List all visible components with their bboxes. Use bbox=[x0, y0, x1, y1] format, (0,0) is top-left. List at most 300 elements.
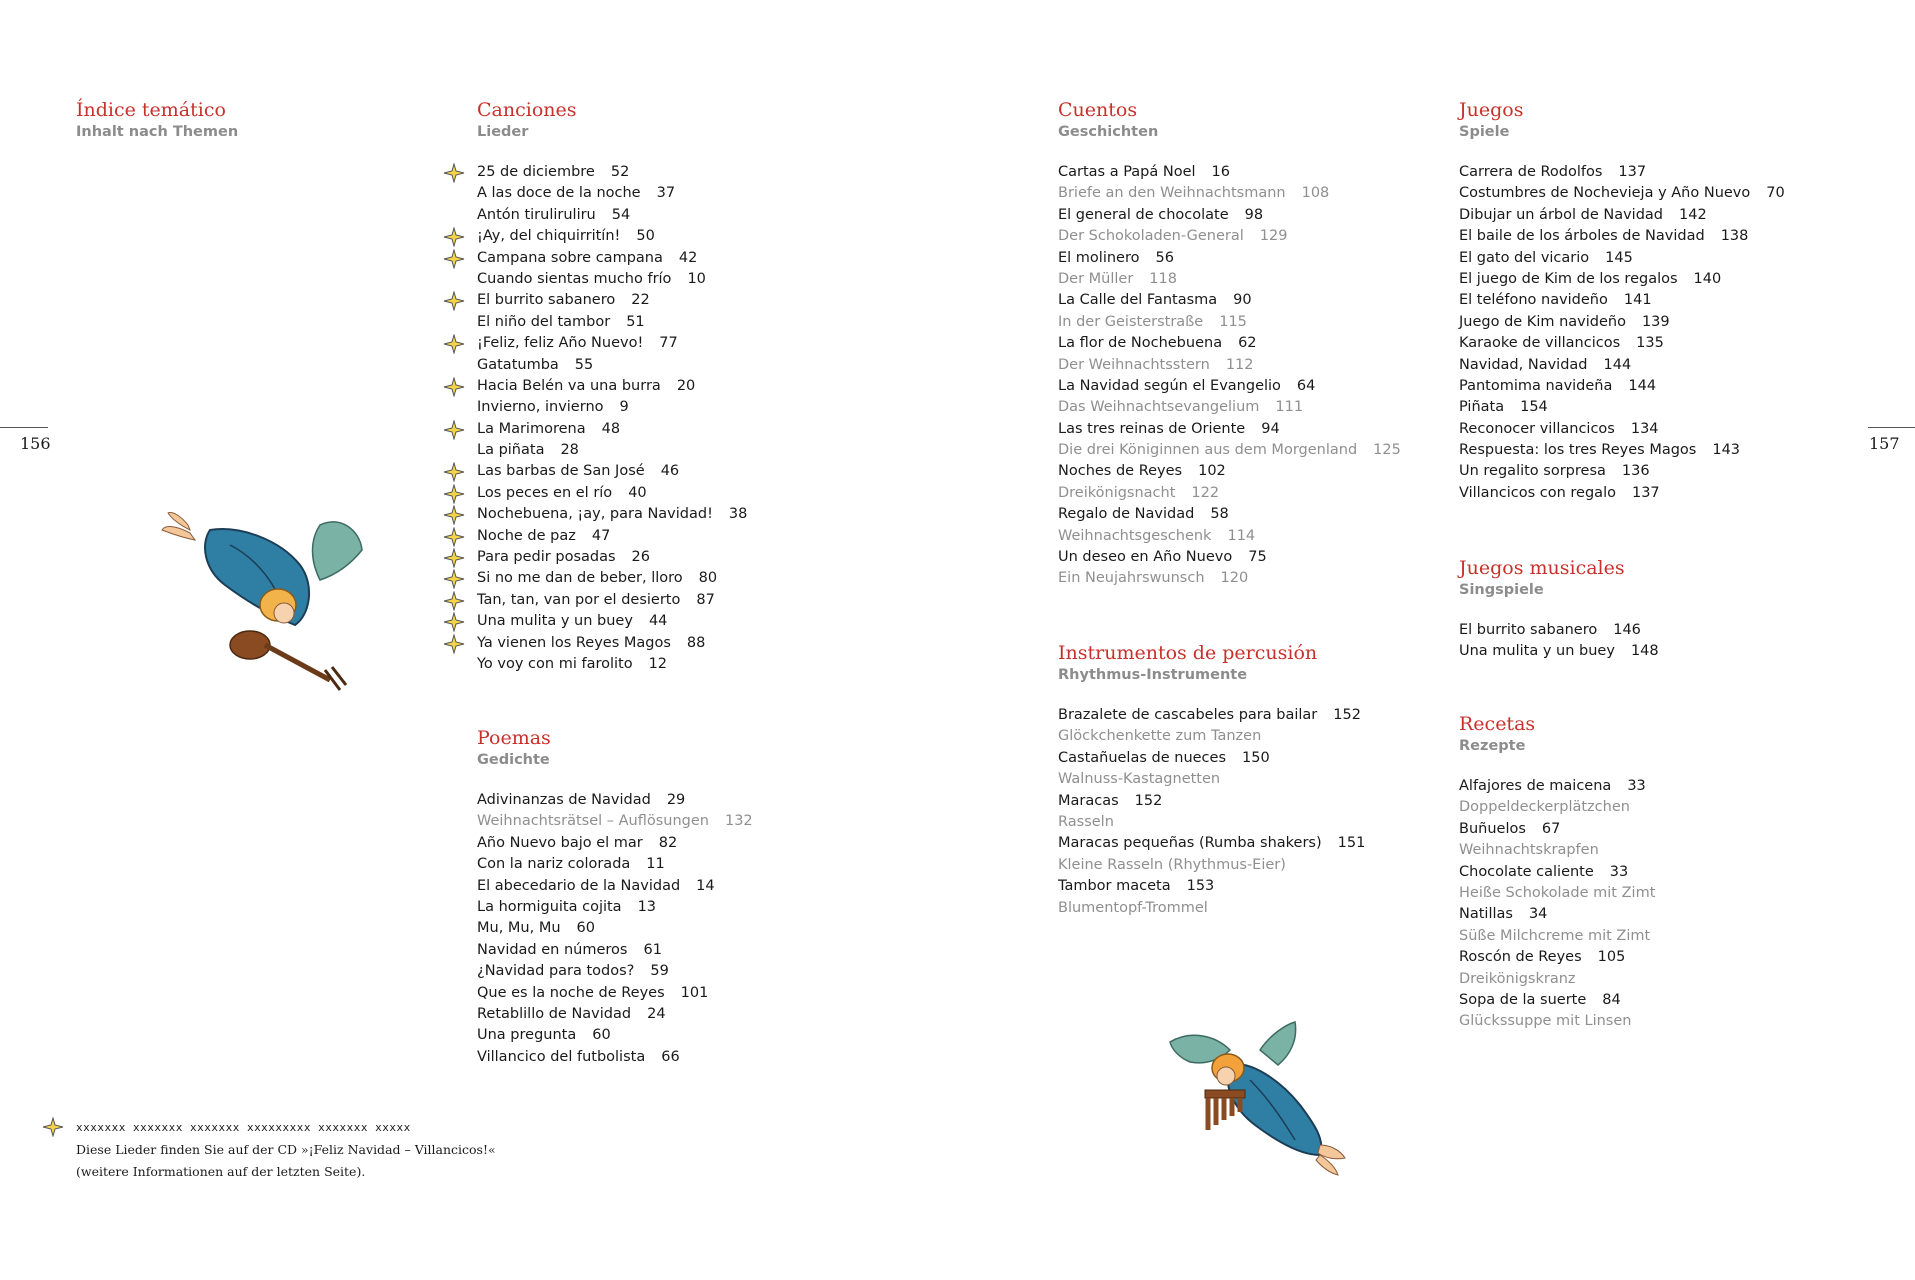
index-entry bbox=[477, 611, 747, 632]
entry-page-number: 12 bbox=[648, 655, 668, 672]
index-entry bbox=[477, 547, 747, 568]
index-entry bbox=[477, 854, 753, 875]
entry-title: Juego de Kim navideño bbox=[1459, 313, 1626, 330]
entry-title: 25 de diciembre bbox=[477, 164, 595, 180]
entry-page-number: 20 bbox=[676, 377, 696, 394]
entry-page-number: 125 bbox=[1373, 442, 1401, 459]
entry-page-number: 26 bbox=[631, 549, 650, 566]
entry-page-number: 34 bbox=[1528, 906, 1548, 923]
entry-page-number: 66 bbox=[661, 1048, 680, 1065]
entry-page-number: 142 bbox=[1679, 206, 1707, 223]
index-entry bbox=[477, 590, 747, 611]
index-entry bbox=[1058, 269, 1401, 290]
index-entry bbox=[1058, 898, 1365, 919]
index-header bbox=[76, 98, 238, 142]
instrumentos-section bbox=[1058, 641, 1365, 919]
entry-title: El teléfono navideño bbox=[1459, 292, 1608, 309]
entry-title: Weihnachtskrapfen bbox=[1459, 842, 1599, 859]
index-entry bbox=[1459, 840, 1655, 861]
recetas-title: Recetas bbox=[1459, 713, 1536, 735]
index-entry bbox=[1058, 812, 1365, 833]
index-entry bbox=[1058, 547, 1401, 568]
entry-title: Para pedir posadas bbox=[477, 549, 616, 566]
index-entry bbox=[477, 633, 747, 654]
angel-guitar-illustration bbox=[150, 505, 375, 705]
index-entry bbox=[477, 483, 747, 504]
entry-title: El burrito sabanero bbox=[477, 292, 616, 309]
entry-title: Sopa de la suerte bbox=[1459, 991, 1587, 1008]
entry-title: La Navidad según el Evangelio bbox=[1058, 377, 1281, 394]
star-icon bbox=[443, 484, 465, 504]
entry-title: Villancico del futbolista bbox=[477, 1048, 646, 1065]
index-entry bbox=[1459, 419, 1785, 440]
entry-title: Der Schokoladen-General bbox=[1058, 228, 1244, 245]
index-entry bbox=[1459, 461, 1785, 482]
index-entry bbox=[477, 312, 747, 333]
entry-page-number: 108 bbox=[1301, 185, 1330, 202]
entry-page-number: 153 bbox=[1186, 878, 1215, 895]
entry-title: Hacia Belén va una burra bbox=[477, 377, 661, 394]
index-entry bbox=[477, 183, 747, 204]
entry-title: El juego de Kim de los regalos bbox=[1459, 270, 1678, 287]
entry-title: Heiße Schokolade mit Zimt bbox=[1459, 884, 1656, 901]
entry-title: Noches de Reyes bbox=[1058, 463, 1183, 480]
index-entry bbox=[1058, 333, 1401, 354]
entry-title: Dreikönigsnacht bbox=[1058, 484, 1176, 501]
entry-page-number: 120 bbox=[1220, 570, 1249, 587]
cuentos-list bbox=[1058, 162, 1401, 590]
index-entry bbox=[1058, 397, 1401, 418]
entry-title: Der Weihnachtsstern bbox=[1058, 356, 1210, 373]
juegos-list bbox=[1459, 162, 1785, 504]
entry-title: Kleine Rasseln (Rhythmus-Eier) bbox=[1058, 856, 1286, 873]
entry-page-number: 40 bbox=[628, 484, 647, 501]
entry-page-number: 61 bbox=[643, 941, 662, 958]
entry-title: Que es la noche de Reyes bbox=[477, 984, 665, 1001]
index-entry bbox=[1459, 205, 1785, 226]
juegos-section bbox=[1459, 98, 1785, 504]
entry-title: La flor de Nochebuena bbox=[1058, 335, 1223, 352]
entry-page-number: 129 bbox=[1259, 228, 1288, 245]
index-entry bbox=[1058, 162, 1401, 183]
entry-title: Un regalito sorpresa bbox=[1459, 463, 1606, 480]
entry-title: Si no me dan de beber, lloro bbox=[477, 570, 683, 587]
entry-title: El abecedario de la Navidad bbox=[477, 877, 681, 894]
entry-title: Navidad en números bbox=[477, 941, 628, 958]
entry-title: El gato del vicario bbox=[1459, 249, 1590, 266]
entry-page-number: 151 bbox=[1337, 835, 1366, 852]
entry-page-number: 90 bbox=[1233, 292, 1252, 309]
index-entry bbox=[477, 290, 747, 311]
entry-page-number: 134 bbox=[1630, 420, 1659, 437]
page-number-right: 157 bbox=[1869, 434, 1900, 453]
entry-page-number: 114 bbox=[1227, 527, 1256, 544]
index-entry bbox=[477, 568, 747, 589]
recetas-list bbox=[1459, 776, 1655, 1033]
entry-page-number: 70 bbox=[1766, 185, 1785, 202]
entry-page-number: 136 bbox=[1621, 463, 1650, 480]
entry-page-number: 141 bbox=[1623, 292, 1652, 309]
star-icon bbox=[443, 612, 465, 632]
index-entry bbox=[477, 961, 753, 982]
entry-page-number: 138 bbox=[1720, 228, 1749, 245]
index-entry bbox=[477, 897, 753, 918]
entry-title: Das Weihnachtsevangelium bbox=[1058, 399, 1260, 416]
page-number-left: 156 bbox=[20, 434, 51, 453]
entry-page-number: 16 bbox=[1211, 164, 1230, 180]
entry-page-number: 60 bbox=[592, 1027, 611, 1044]
index-entry bbox=[1058, 705, 1365, 726]
entry-title: Chocolate caliente bbox=[1459, 863, 1594, 880]
index-entry bbox=[1058, 833, 1365, 854]
entry-title: Ya vienen los Reyes Magos bbox=[477, 634, 671, 651]
star-icon bbox=[443, 634, 465, 654]
entry-title: Los peces en el río bbox=[477, 484, 613, 501]
index-entry bbox=[477, 397, 747, 418]
entry-title: Campana sobre campana bbox=[477, 249, 663, 266]
entry-title: Piñata bbox=[1459, 399, 1505, 416]
index-entry bbox=[477, 876, 753, 897]
index-entry bbox=[477, 526, 747, 547]
left-margin-rule bbox=[0, 427, 48, 428]
cuentos-title: Cuentos bbox=[1058, 99, 1138, 121]
star-icon bbox=[443, 420, 465, 440]
index-entry bbox=[1058, 248, 1401, 269]
entry-title: Las barbas de San José bbox=[477, 463, 645, 480]
entry-page-number: 111 bbox=[1275, 399, 1304, 416]
entry-page-number: 62 bbox=[1238, 335, 1257, 352]
entry-title: Ein Neujahrswunsch bbox=[1058, 570, 1205, 587]
star-icon bbox=[443, 505, 465, 525]
entry-page-number: 118 bbox=[1149, 270, 1177, 287]
index-entry bbox=[477, 1047, 753, 1068]
entry-page-number: 9 bbox=[619, 399, 629, 416]
entry-page-number: 150 bbox=[1242, 749, 1270, 766]
index-entry bbox=[477, 376, 747, 397]
index-entry bbox=[1459, 226, 1785, 247]
entry-page-number: 152 bbox=[1333, 707, 1361, 723]
entry-title: Pantomima navideña bbox=[1459, 377, 1613, 394]
entry-title: Alfajores de maicena bbox=[1459, 778, 1612, 794]
index-entry bbox=[477, 248, 747, 269]
entry-title: Las tres reinas de Oriente bbox=[1058, 420, 1246, 437]
entry-title: Briefe an den Weihnachtsmann bbox=[1058, 185, 1286, 202]
index-entry bbox=[477, 504, 747, 525]
entry-title: Cartas a Papá Noel bbox=[1058, 164, 1196, 180]
index-entry bbox=[1058, 504, 1401, 525]
entry-page-number: 38 bbox=[728, 506, 748, 523]
entry-title: Invierno, invierno bbox=[477, 399, 604, 416]
entry-title: Karaoke de villancicos bbox=[1459, 335, 1621, 352]
index-entry bbox=[1459, 440, 1785, 461]
entry-title: Walnuss-Kastagnetten bbox=[1058, 771, 1221, 788]
index-entry bbox=[1459, 819, 1655, 840]
index-entry bbox=[477, 1025, 753, 1046]
entry-page-number: 88 bbox=[686, 634, 706, 651]
entry-title: El baile de los árboles de Navidad bbox=[1459, 228, 1705, 245]
star-icon bbox=[443, 591, 465, 611]
entry-title: Süße Milchcreme mit Zimt bbox=[1459, 927, 1651, 944]
index-subtitle: Inhalt nach Themen bbox=[76, 124, 239, 140]
entry-page-number: 22 bbox=[631, 292, 650, 309]
index-entry bbox=[1459, 483, 1785, 504]
entry-title: Noche de paz bbox=[477, 527, 576, 544]
entry-title: Castañuelas de nueces bbox=[1058, 749, 1226, 766]
footnote-line-info: (weitere Informationen auf der letzten Seite). bbox=[76, 1164, 366, 1179]
star-icon bbox=[443, 334, 465, 354]
entry-title: Retablillo de Navidad bbox=[477, 1005, 632, 1022]
index-entry bbox=[1058, 483, 1401, 504]
canciones-subtitle: Lieder bbox=[477, 124, 529, 140]
entry-page-number: 80 bbox=[698, 570, 718, 587]
entry-title: Villancicos con regalo bbox=[1459, 484, 1616, 501]
entry-title: Costumbres de Nochevieja y Año Nuevo bbox=[1459, 185, 1751, 202]
star-icon bbox=[443, 291, 465, 311]
entry-page-number: 60 bbox=[576, 920, 595, 937]
entry-title: Dreikönigskranz bbox=[1459, 970, 1576, 987]
index-entry bbox=[1459, 776, 1655, 797]
index-entry bbox=[1459, 883, 1655, 904]
index-entry bbox=[1058, 440, 1401, 461]
index-entry bbox=[1459, 947, 1655, 968]
entry-title: Gatatumba bbox=[477, 356, 559, 373]
index-entry bbox=[477, 918, 753, 939]
index-entry bbox=[477, 333, 747, 354]
entry-page-number: 42 bbox=[678, 249, 698, 266]
entry-page-number: 52 bbox=[610, 164, 630, 180]
entry-title: Un deseo en Año Nuevo bbox=[1058, 549, 1233, 566]
index-entry bbox=[1058, 769, 1365, 790]
footnote-placeholder-line: xxxxxxx xxxxxxx xxxxxxx xxxxxxxxx xxxxxxx xxxxx bbox=[76, 1121, 411, 1134]
index-entry bbox=[477, 790, 753, 811]
index-entry bbox=[1058, 791, 1365, 812]
index-entry bbox=[1058, 461, 1401, 482]
entry-page-number: 87 bbox=[696, 591, 715, 608]
entry-title: La piñata bbox=[477, 442, 545, 459]
entry-page-number: 29 bbox=[666, 792, 686, 808]
entry-title: La hormiguita cojita bbox=[477, 898, 622, 915]
juegos-subtitle: Spiele bbox=[1459, 124, 1510, 140]
entry-title: Der Müller bbox=[1058, 270, 1134, 287]
entry-title: Blumentopf-Trommel bbox=[1058, 899, 1208, 916]
entry-title: Natillas bbox=[1459, 906, 1513, 923]
star-icon bbox=[443, 377, 465, 397]
entry-page-number: 77 bbox=[659, 335, 678, 352]
entry-title: Una pregunta bbox=[477, 1027, 577, 1044]
entry-title: Buñuelos bbox=[1459, 820, 1526, 837]
index-entry bbox=[477, 983, 753, 1004]
entry-page-number: 137 bbox=[1618, 164, 1647, 180]
index-entry bbox=[477, 833, 753, 854]
index-entry bbox=[1058, 876, 1365, 897]
entry-page-number: 102 bbox=[1198, 463, 1226, 480]
entry-page-number: 67 bbox=[1541, 820, 1561, 837]
entry-page-number: 24 bbox=[647, 1005, 666, 1022]
entry-page-number: 143 bbox=[1712, 442, 1741, 459]
entry-title: Rasseln bbox=[1058, 813, 1114, 830]
entry-title: Weihnachtsgeschenk bbox=[1058, 527, 1212, 544]
index-entry bbox=[1459, 1011, 1655, 1032]
index-entry bbox=[1459, 620, 1659, 641]
index-entry bbox=[1058, 355, 1401, 376]
entry-title: Regalo de Navidad bbox=[1058, 506, 1195, 523]
index-entry bbox=[477, 205, 747, 226]
entry-title: Roscón de Reyes bbox=[1459, 949, 1582, 966]
index-entry bbox=[1459, 312, 1785, 333]
entry-page-number: 146 bbox=[1613, 622, 1641, 638]
index-entry bbox=[477, 461, 747, 482]
entry-title: Weihnachtsrätsel – Auflösungen bbox=[477, 813, 709, 830]
entry-title: Adivinanzas de Navidad bbox=[477, 792, 651, 808]
index-entry bbox=[1459, 355, 1785, 376]
entry-page-number: 59 bbox=[650, 963, 669, 980]
entry-title: A las doce de la noche bbox=[477, 185, 641, 202]
entry-page-number: 112 bbox=[1225, 356, 1254, 373]
poemas-section bbox=[477, 726, 753, 1068]
entry-title: In der Geisterstraße bbox=[1058, 313, 1204, 330]
entry-title: Yo voy con mi farolito bbox=[477, 655, 633, 672]
entry-title: Brazalete de cascabeles para bailar bbox=[1058, 707, 1318, 723]
index-entry bbox=[1058, 855, 1365, 876]
entry-title: ¿Navidad para todos? bbox=[477, 963, 635, 980]
index-entry bbox=[1459, 376, 1785, 397]
index-entry bbox=[1459, 797, 1655, 818]
entry-page-number: 44 bbox=[648, 613, 668, 630]
entry-page-number: 139 bbox=[1641, 313, 1670, 330]
index-entry bbox=[1058, 726, 1365, 747]
entry-title: Glöckchenkette zum Tanzen bbox=[1058, 728, 1262, 745]
entry-title: La Calle del Fantasma bbox=[1058, 292, 1218, 309]
index-entry bbox=[477, 940, 753, 961]
entry-title: Mu, Mu, Mu bbox=[477, 920, 561, 937]
index-entry bbox=[1459, 904, 1655, 925]
entry-page-number: 132 bbox=[724, 813, 753, 830]
entry-title: Con la nariz colorada bbox=[477, 856, 631, 873]
entry-page-number: 105 bbox=[1597, 949, 1626, 966]
juegos-musicales-list bbox=[1459, 620, 1659, 663]
index-entry bbox=[1459, 333, 1785, 354]
index-entry bbox=[1058, 419, 1401, 440]
entry-title: Una mulita y un buey bbox=[1459, 643, 1615, 660]
entry-title: Una mulita y un buey bbox=[477, 613, 633, 630]
entry-title: Tambor maceta bbox=[1058, 878, 1171, 895]
entry-page-number: 37 bbox=[656, 185, 676, 202]
entry-page-number: 48 bbox=[601, 420, 621, 437]
entry-page-number: 101 bbox=[680, 984, 709, 1001]
index-entry bbox=[1459, 969, 1655, 990]
juegos-title: Juegos bbox=[1459, 99, 1524, 121]
entry-title: Año Nuevo bajo el mar bbox=[477, 834, 643, 851]
index-entry bbox=[477, 355, 747, 376]
entry-page-number: 154 bbox=[1520, 399, 1548, 416]
entry-page-number: 64 bbox=[1296, 377, 1316, 394]
index-entry bbox=[477, 419, 747, 440]
index-entry bbox=[1459, 248, 1785, 269]
entry-page-number: 135 bbox=[1636, 335, 1664, 352]
entry-page-number: 152 bbox=[1134, 792, 1163, 809]
poemas-subtitle: Gedichte bbox=[477, 752, 550, 768]
canciones-section bbox=[477, 98, 747, 675]
star-icon bbox=[443, 548, 465, 568]
right-margin-rule bbox=[1868, 427, 1915, 428]
index-entry bbox=[1459, 397, 1785, 418]
poemas-list bbox=[477, 790, 753, 1068]
canciones-title: Canciones bbox=[477, 99, 577, 121]
star-icon bbox=[42, 1117, 64, 1137]
index-entry bbox=[1459, 162, 1785, 183]
index-entry bbox=[1058, 312, 1401, 333]
star-icon bbox=[443, 462, 465, 482]
entry-title: ¡Feliz, feliz Año Nuevo! bbox=[477, 335, 644, 352]
index-entry bbox=[477, 226, 747, 247]
entry-title: El burrito sabanero bbox=[1459, 622, 1598, 638]
entry-page-number: 122 bbox=[1191, 484, 1220, 501]
entry-title: Tan, tan, van por el desierto bbox=[477, 591, 681, 608]
entry-title: El niño del tambor bbox=[477, 313, 611, 330]
entry-page-number: 84 bbox=[1602, 991, 1621, 1008]
index-entry bbox=[477, 269, 747, 290]
entry-title: La Marimorena bbox=[477, 420, 586, 437]
juegos-musicales-section bbox=[1459, 556, 1659, 663]
index-entry bbox=[1058, 183, 1401, 204]
instrumentos-subtitle: Rhythmus-Instrumente bbox=[1058, 667, 1248, 683]
angel-panpipe-illustration bbox=[1160, 1020, 1385, 1180]
entry-title: Maracas bbox=[1058, 792, 1119, 809]
index-entry bbox=[1058, 290, 1401, 311]
index-entry bbox=[1459, 990, 1655, 1011]
entry-page-number: 46 bbox=[660, 463, 680, 480]
entry-page-number: 11 bbox=[646, 856, 665, 873]
footnote-line-cd: Diese Lieder finden Sie auf der CD »¡Feliz Navidad – Villancicos!« bbox=[76, 1142, 496, 1157]
entry-title: Glückssuppe mit Linsen bbox=[1459, 1013, 1632, 1030]
star-icon bbox=[443, 569, 465, 589]
entry-page-number: 82 bbox=[658, 834, 678, 851]
index-entry bbox=[477, 1004, 753, 1025]
index-entry bbox=[477, 440, 747, 461]
star-icon bbox=[443, 249, 465, 269]
index-entry bbox=[1459, 183, 1785, 204]
entry-title: Respuesta: los tres Reyes Magos bbox=[1459, 442, 1697, 459]
entry-page-number: 144 bbox=[1603, 356, 1632, 373]
recetas-subtitle: Rezepte bbox=[1459, 738, 1526, 754]
juegos-musicales-subtitle: Singspiele bbox=[1459, 582, 1544, 598]
entry-page-number: 33 bbox=[1627, 778, 1646, 794]
entry-title: El general de chocolate bbox=[1058, 206, 1229, 223]
entry-page-number: 10 bbox=[687, 270, 706, 287]
entry-page-number: 56 bbox=[1155, 249, 1174, 266]
entry-page-number: 55 bbox=[574, 356, 594, 373]
entry-page-number: 33 bbox=[1609, 863, 1629, 880]
entry-title: El molinero bbox=[1058, 249, 1140, 266]
juegos-musicales-title: Juegos musicales bbox=[1459, 557, 1625, 579]
entry-page-number: 58 bbox=[1210, 506, 1229, 523]
index-entry bbox=[1459, 641, 1659, 662]
entry-title: Reconocer villancicos bbox=[1459, 420, 1615, 437]
index-entry bbox=[1058, 376, 1401, 397]
recetas-section bbox=[1459, 712, 1655, 1033]
index-entry bbox=[1058, 205, 1401, 226]
entry-page-number: 14 bbox=[696, 877, 715, 894]
entry-page-number: 145 bbox=[1605, 249, 1633, 266]
entry-page-number: 148 bbox=[1630, 643, 1659, 660]
entry-page-number: 28 bbox=[560, 442, 579, 459]
entry-page-number: 94 bbox=[1261, 420, 1280, 437]
entry-title: Cuando sientas mucho frío bbox=[477, 270, 672, 287]
entry-title: Antón tiruliruliru bbox=[477, 206, 596, 223]
star-icon bbox=[443, 527, 465, 547]
entry-title: Maracas pequeñas (Rumba shakers) bbox=[1058, 835, 1322, 852]
entry-title: Carrera de Rodolfos bbox=[1459, 164, 1603, 180]
